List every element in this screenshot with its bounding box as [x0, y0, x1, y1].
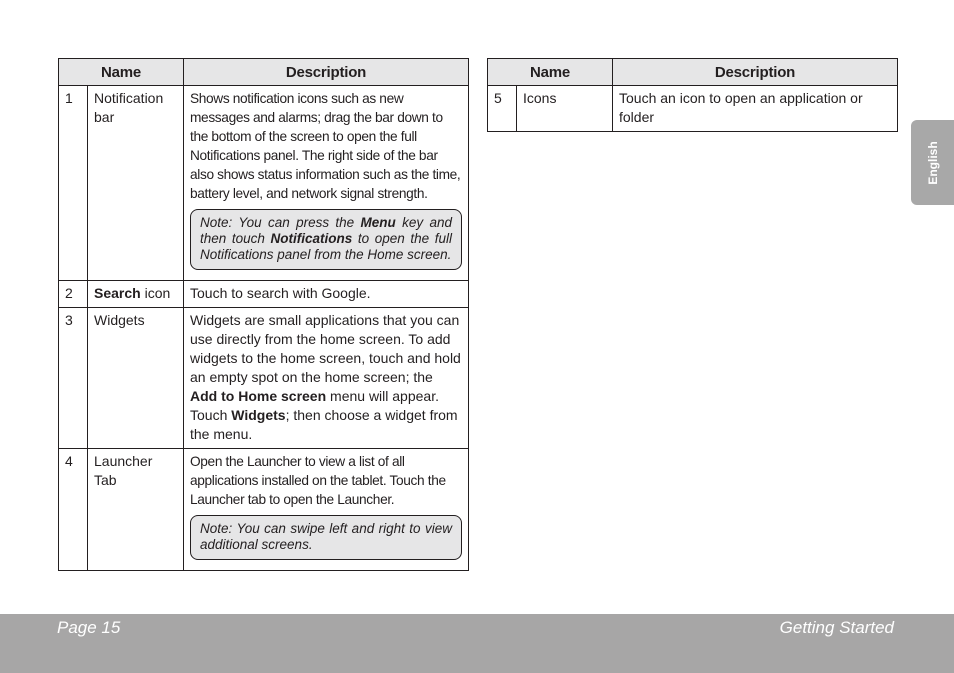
- note-bold-menu: Menu: [360, 215, 396, 230]
- row-name: Launcher Tab: [88, 449, 184, 571]
- row-name-rest: icon: [140, 285, 171, 301]
- row-description: Touch an icon to open an application or folder: [613, 86, 898, 132]
- note-text: Note: You can press the: [200, 215, 361, 230]
- note-box: Note: You can swipe left and right to view additional screens.: [190, 515, 462, 560]
- features-table-left: [58, 58, 469, 571]
- row-number: 3: [59, 308, 88, 449]
- table-row-launcher-tab: [59, 449, 469, 571]
- table-row-icons: [488, 86, 898, 132]
- language-label: English: [925, 140, 940, 185]
- description-text: menu will appear. Touch: [190, 388, 439, 423]
- row-description: Touch to search with Google.: [184, 281, 469, 308]
- description-text: Widgets are small applications that you can use directly from the home screen. To add widgets to the home screen, touch and hold an empty spot on the home screen; the: [190, 312, 461, 385]
- table-header-row: [59, 59, 469, 86]
- note-text: to open the full Notifications panel from the Home screen.: [200, 231, 452, 262]
- page-footer: [0, 614, 954, 673]
- row-name: Widgets: [88, 308, 184, 449]
- description-bold-add-to-home: Add to Home screen: [190, 388, 327, 404]
- language-side-tab: [911, 120, 954, 205]
- description-column-header: Description: [613, 59, 898, 86]
- description-column-header: Description: [184, 59, 469, 86]
- section-title: Getting Started: [779, 618, 894, 637]
- description-text: Shows notification icons such as new messages and alarms; drag the bar down to the bottom of the screen to open the full Notifications panel. The right side of the bar also shows status information such as the time, battery level, and network signal strength.: [190, 91, 461, 201]
- row-name: [88, 281, 184, 308]
- table-header-row: [488, 59, 898, 86]
- row-number: 2: [59, 281, 88, 308]
- page-number: Page 15: [57, 618, 121, 637]
- table-row-widgets: [59, 308, 469, 449]
- features-table-right: [487, 58, 898, 132]
- table-row-notification-bar: [59, 86, 469, 281]
- row-number: 5: [488, 86, 517, 132]
- row-name-bold: Search: [94, 285, 141, 301]
- name-column-header: Name: [488, 59, 613, 86]
- table-row-search-icon: [59, 281, 469, 308]
- description-bold-widgets: Widgets: [231, 407, 286, 423]
- description-text: ; then choose a widget from the menu.: [190, 407, 458, 442]
- note-text: key and then touch: [200, 215, 452, 246]
- row-description: [184, 308, 469, 449]
- row-number: 4: [59, 449, 88, 571]
- description-text: Open the Launcher to view a list of all applications installed on the tablet. Touch the Launcher tab to open the Launcher.: [190, 454, 446, 507]
- row-number: 1: [59, 86, 88, 281]
- note-box: [190, 209, 462, 270]
- row-name: Icons: [517, 86, 613, 132]
- name-column-header: Name: [59, 59, 184, 86]
- row-name: Notification bar: [88, 86, 184, 281]
- note-bold-notifications: Notifications: [270, 231, 353, 246]
- row-description: [184, 449, 469, 571]
- row-description: [184, 86, 469, 281]
